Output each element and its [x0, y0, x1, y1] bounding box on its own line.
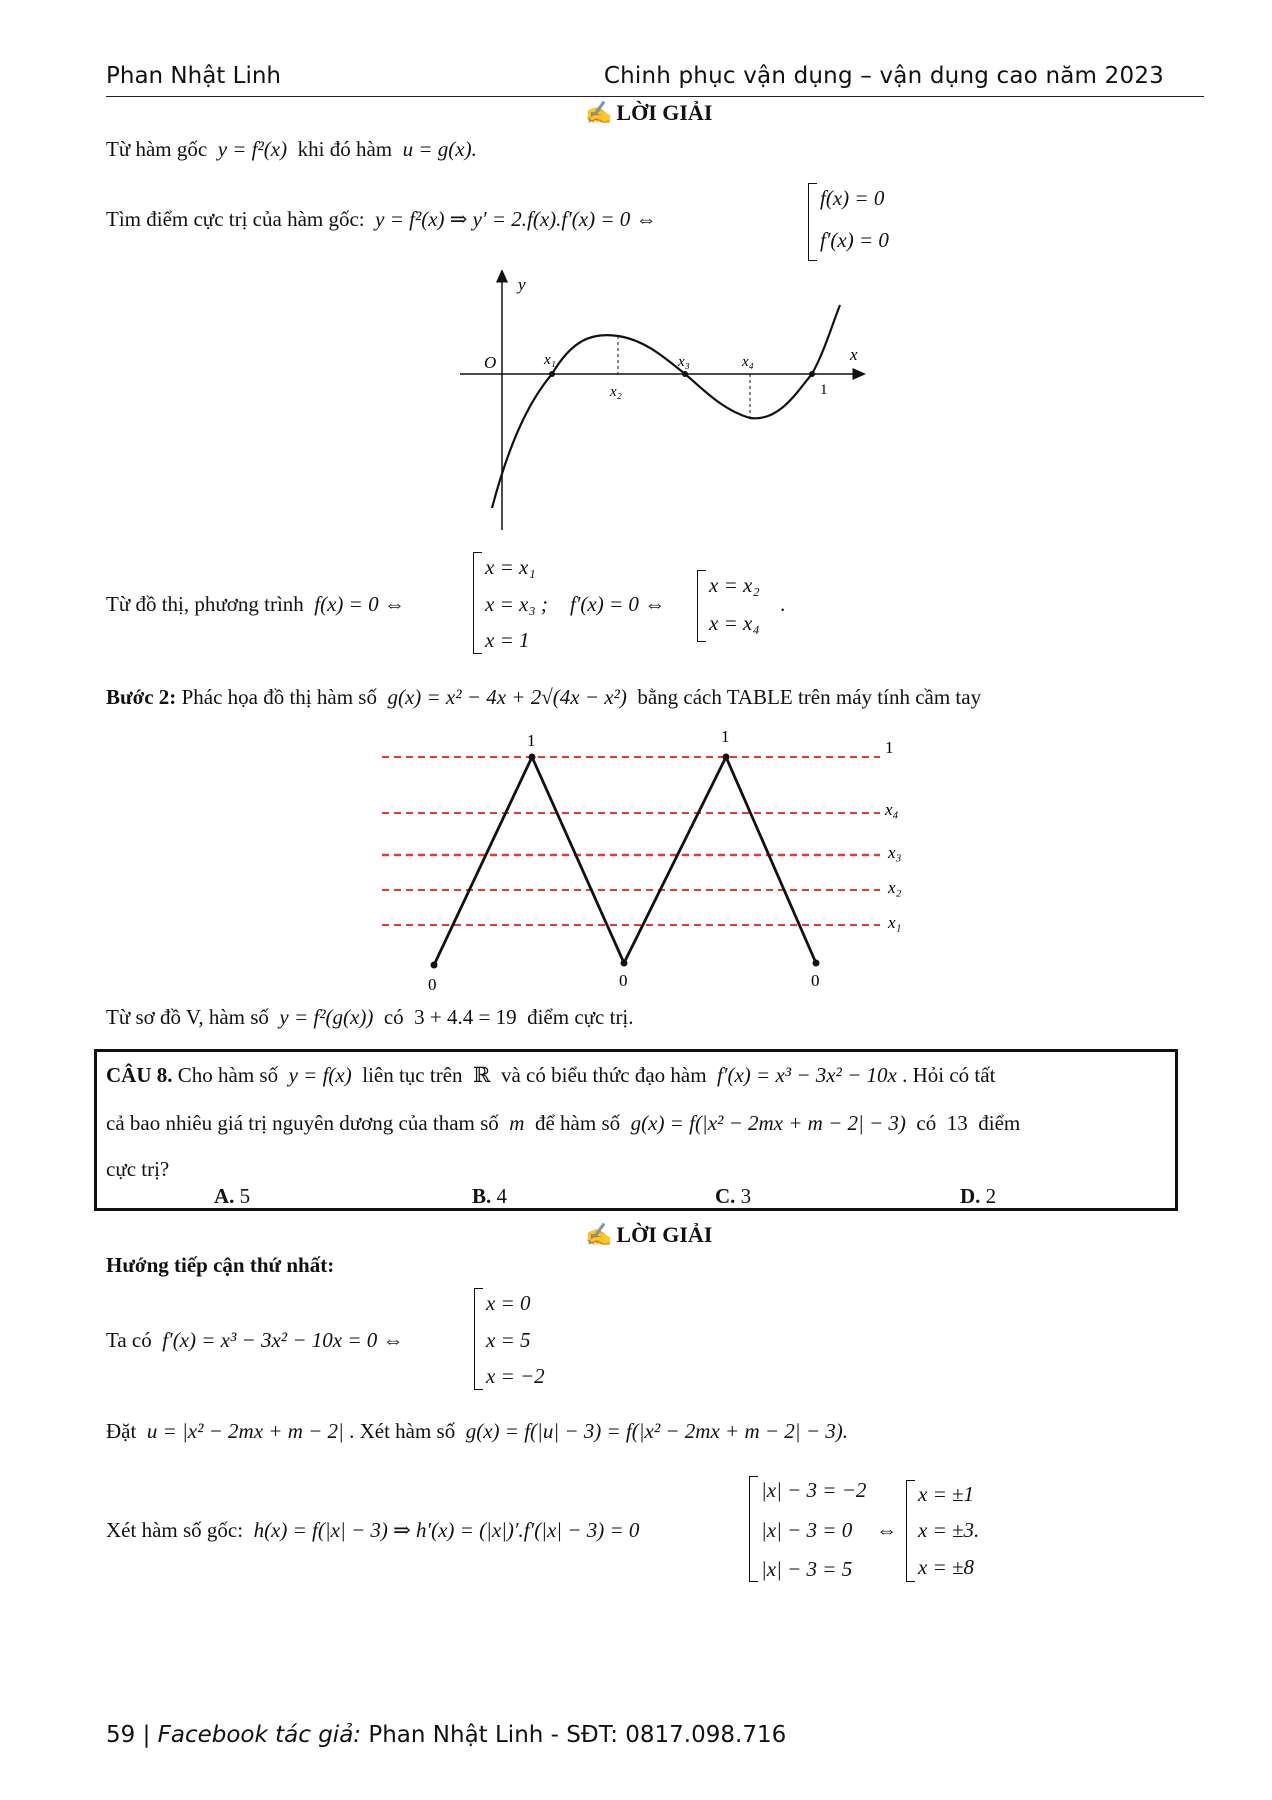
bracket	[906, 1480, 907, 1582]
text-line-6: Đặt u = |x² − 2mx + m − 2| . Xét hàm số g(x) = f(|u| − 3) = f(|x² − 2mx + m − 2| − 3).	[106, 1419, 848, 1443]
label-origin: O	[484, 353, 497, 372]
label-x: x	[850, 345, 858, 364]
header-author: Phan Nhật Linh	[106, 63, 281, 89]
footer: 59 | Facebook tác giả: Phan Nhật Linh - SĐT: 0817.098.716	[106, 1722, 787, 1748]
label-zero: 0	[811, 971, 820, 990]
case: f′(x) = 0	[820, 228, 889, 252]
footer-author: Phan Nhật Linh - SĐT: 0817.098.716	[368, 1722, 787, 1748]
text-line-2: Tìm điểm cực trị của hàm gốc: y = f²(x) ⇒ y′ = 2.f(x).f′(x) = 0 ⇔	[106, 207, 657, 231]
text-line-1: Từ hàm gốc y = f²(x) khi đó hàm u = g(x).	[106, 137, 477, 161]
label-zero: 0	[428, 975, 437, 994]
label-peak: 1	[527, 731, 536, 750]
q8-line-2: cả bao nhiêu giá trị nguyên dương của tham số m để hàm số g(x) = f(|x² − 2mx + m − 2| − 3) có 13 điểm	[106, 1111, 1021, 1135]
label-x4: x₄	[742, 354, 754, 370]
text-line-5: Ta có f′(x) = x³ − 3x² − 10x = 0 ⇔	[106, 1328, 404, 1352]
case: x = ±8	[918, 1555, 975, 1579]
label-peak: 1	[721, 728, 730, 746]
answer-d[interactable]: D. 2	[960, 1184, 997, 1208]
pen-icon: ✍	[585, 1222, 613, 1247]
case: x = 0	[486, 1291, 531, 1315]
root-point	[809, 371, 815, 377]
answer-a[interactable]: A. 5	[214, 1184, 251, 1208]
q8-line-1: CÂU 8. Cho hàm số y = f(x) liên tục trên ℝ và có biểu thức đạo hàm f′(x) = x³ − 3x² − 10x . Hỏi có tất	[106, 1063, 996, 1087]
answer-c[interactable]: C. 3	[715, 1184, 752, 1208]
pen-icon: ✍	[585, 100, 613, 125]
bracket	[808, 183, 809, 261]
label-level-x4: x₄	[885, 800, 899, 819]
bracket	[474, 1288, 475, 1390]
label-level-x3: x₃	[888, 843, 902, 862]
bracket	[697, 570, 698, 642]
equivalence-arrow: ⇔	[876, 1518, 897, 1542]
q8-line-3: cực trị?	[106, 1157, 170, 1181]
case: x = x₃ ;	[485, 592, 548, 616]
bracket	[473, 552, 474, 654]
case: x = x₄	[709, 611, 760, 635]
label-level-x1: x₁	[888, 913, 902, 932]
label-zero: 0	[619, 971, 628, 990]
label-x1: x₁	[544, 352, 556, 368]
case: |x| − 3 = 5	[761, 1557, 853, 1581]
label-level-x2: x₂	[888, 878, 902, 897]
step-2-line: Bước 2: Phác họa đồ thị hàm số g(x) = x² − 4x + 2√(4x − x²) bằng cách TABLE trên máy tính cầm tay	[106, 685, 982, 709]
label-x3: x₃	[678, 354, 690, 370]
case: x = ±3.	[918, 1518, 980, 1542]
curve	[492, 305, 840, 508]
case: x = 5	[486, 1328, 531, 1352]
case: x = ±1	[918, 1482, 975, 1506]
root-point	[549, 371, 555, 377]
function-graph	[440, 270, 880, 540]
header-title: Chinh phục vận dụng – vận dụng cao năm 2023	[603, 63, 1164, 89]
label-level-1: 1	[885, 738, 894, 757]
solution-title: ✍ LỜI GIẢI	[585, 100, 713, 125]
v-diagram	[370, 728, 930, 998]
case: f(x) = 0	[820, 186, 885, 210]
header-rule	[106, 96, 1204, 97]
root-point	[682, 371, 688, 377]
case: x = x₂	[709, 573, 760, 597]
equation: f′(x) = 0 ⇔	[570, 592, 666, 616]
approach-heading: Hướng tiếp cận thứ nhất:	[106, 1253, 335, 1277]
solution-title: ✍ LỜI GIẢI	[585, 1222, 713, 1247]
text-line-4: Từ sơ đồ V, hàm số y = f²(g(x)) có 3 + 4.4 = 19 điểm cực trị.	[106, 1005, 634, 1029]
case: x = 1	[485, 628, 530, 652]
period: .	[780, 592, 786, 616]
text-line-3: Từ đồ thị, phương trình f(x) = 0 ⇔	[106, 592, 405, 616]
text-line-7: Xét hàm số gốc: h(x) = f(|x| − 3) ⇒ h′(x) = (|x|)′.f′(|x| − 3) = 0	[106, 1518, 640, 1542]
label-x2: x₂	[610, 384, 622, 400]
v-polyline	[434, 757, 816, 965]
case: x = −2	[486, 1364, 545, 1388]
case: x = x₁	[485, 555, 536, 579]
bracket	[749, 1476, 750, 1582]
label-one: 1	[820, 382, 828, 398]
label-y: y	[518, 275, 526, 294]
case: |x| − 3 = −2	[761, 1478, 867, 1502]
case: |x| − 3 = 0	[761, 1518, 853, 1542]
answer-b[interactable]: B. 4	[472, 1184, 508, 1208]
